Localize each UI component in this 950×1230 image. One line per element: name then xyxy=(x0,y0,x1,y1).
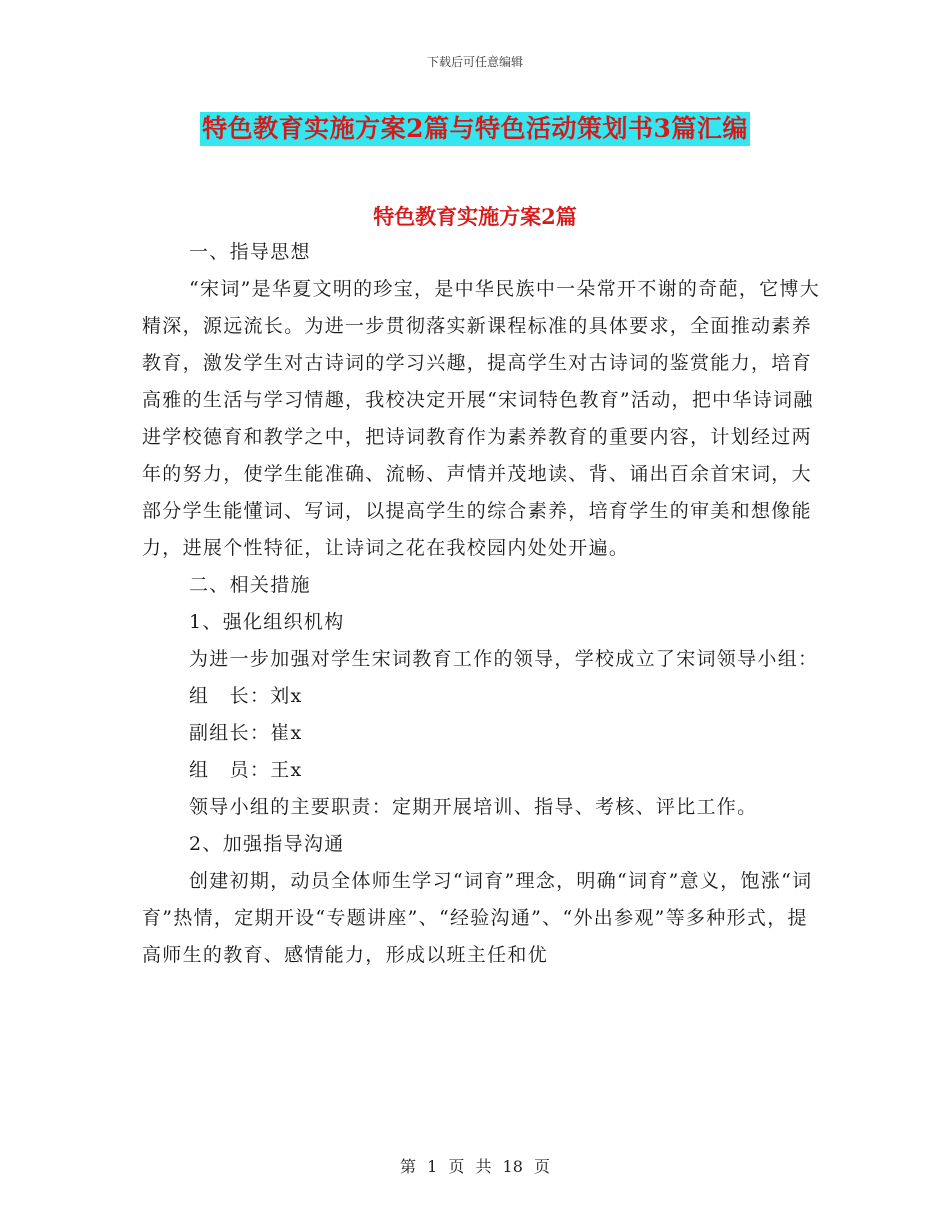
document-title-container xyxy=(0,112,950,146)
heading-measures: 二、相关措施 xyxy=(189,574,311,596)
subheading-organization: 1、强化组织机构 xyxy=(189,611,345,633)
paragraph-guidance: 创建初期，动员全体师生学习“词育”理念，明确“词育”意义，饱涨“词育”热情，定期开设“专题讲座”、“经验沟通”、“外出参观”等多种形式，提高师生的教育、感情能力，形成以班主任和优 xyxy=(142,870,813,966)
paragraph-guiding-ideology: “宋词”是华夏文明的珍宝，是中华民族中一朵常开不谢的奇葩，它博大精深，源远流长。为进一步贯彻落实新课程标准的具体要求，全面推动素养教育，激发学生对古诗词的学习兴趣，提高学生对古诗词的鉴赏能力，培育高雅的生活与学习情趣，我校决定开展“宋词特色教育”活动，把中华诗词融进学校德育和教学之中，把诗词教育作为素养教育的重要内容，计划经过两年的努力，使学生能准确、流畅、声情并茂地读、背、诵出百余首宋词，大部分学生能懂词、写词，以提高学生的综合素养，培育学生的审美和想像能力，进展个性特征，让诗词之花在我校园内处处开遍。 xyxy=(142,278,821,559)
document-title: 特色教育实施方案2篇与特色活动策划书3篇汇编 xyxy=(200,112,750,146)
heading-guiding-ideology: 一、指导思想 xyxy=(189,241,311,263)
header-note: 下载后可任意编辑 xyxy=(426,55,523,69)
page-footer: 第 1 页 共 18 页 xyxy=(400,1157,550,1176)
member-leader: 组 长：刘x xyxy=(189,685,303,707)
document-body xyxy=(142,218,822,974)
paragraph-duties: 领导小组的主要职责：定期开展培训、指导、考核、评比工作。 xyxy=(189,796,758,818)
member-member: 组 员：王x xyxy=(189,759,303,781)
section-title: 特色教育实施方案2篇 xyxy=(373,204,577,229)
paragraph-leadership-group: 为进一步加强对学生宋词教育工作的领导，学校成立了宋词领导小组： xyxy=(189,648,819,670)
member-deputy-leader: 副组长：崔x xyxy=(189,722,303,744)
subheading-guidance: 2、加强指导沟通 xyxy=(189,833,345,855)
